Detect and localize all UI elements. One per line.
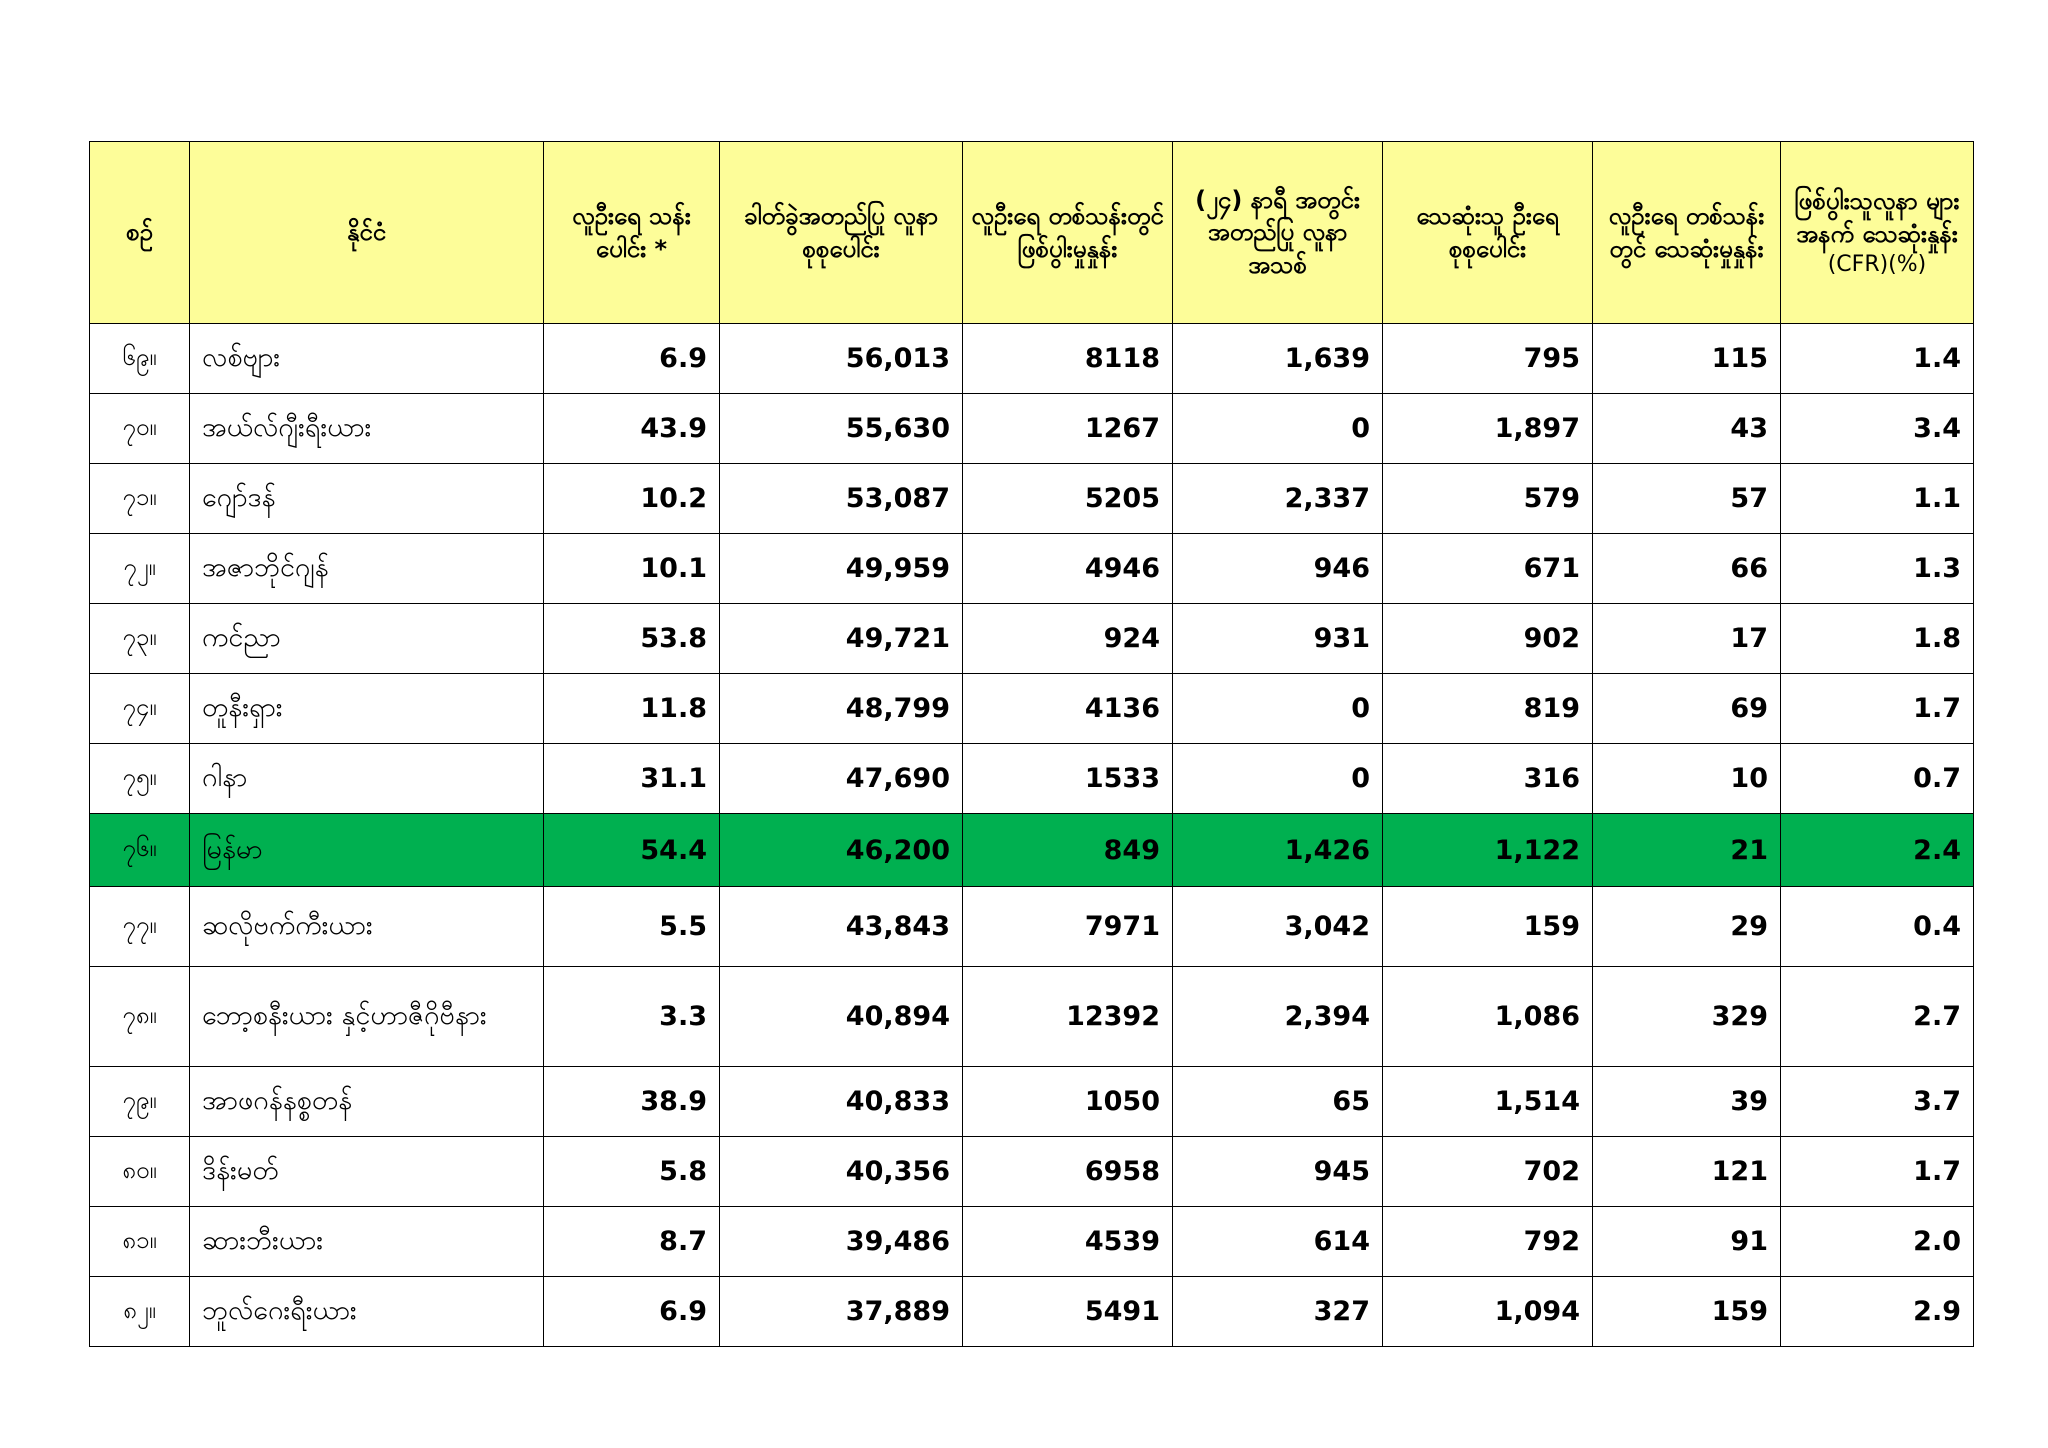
table-row: [90, 967, 1974, 1067]
row-total-deaths: 159: [1383, 887, 1593, 967]
header-case-fatality-rate: [1781, 142, 1974, 324]
row-population: 8.7: [544, 1207, 720, 1277]
row-new-cases-24h: 1,639: [1173, 324, 1383, 394]
row-total-deaths: 792: [1383, 1207, 1593, 1277]
row-deaths-per-million: 29: [1593, 887, 1781, 967]
table-row: [90, 674, 1974, 744]
row-new-cases-24h: 614: [1173, 1207, 1383, 1277]
header-cfr-sublabel: (CFR)(%): [1827, 252, 1927, 278]
row-country-name: ဆားဘီးယား: [190, 1207, 544, 1277]
row-cases-per-million: 849: [963, 814, 1173, 887]
row-population: 53.8: [544, 604, 720, 674]
row-deaths-per-million: 66: [1593, 534, 1781, 604]
row-serial-no: ၇၇။: [90, 887, 190, 967]
row-cases-per-million: 5205: [963, 464, 1173, 534]
row-population: 6.9: [544, 324, 720, 394]
row-total-cases: 47,690: [720, 744, 963, 814]
table-row: [90, 887, 1974, 967]
row-population: 3.3: [544, 967, 720, 1067]
table-row: [90, 744, 1974, 814]
row-new-cases-24h: 946: [1173, 534, 1383, 604]
row-total-cases: 40,894: [720, 967, 963, 1067]
row-serial-no: ၈၂။: [90, 1277, 190, 1347]
row-total-deaths: 1,086: [1383, 967, 1593, 1067]
table-row: [90, 604, 1974, 674]
row-total-cases: 43,843: [720, 887, 963, 967]
row-cfr: 1.8: [1781, 604, 1974, 674]
row-cfr: 1.7: [1781, 1137, 1974, 1207]
row-new-cases-24h: 0: [1173, 744, 1383, 814]
row-population: 31.1: [544, 744, 720, 814]
row-cfr: 2.9: [1781, 1277, 1974, 1347]
table-row: [90, 534, 1974, 604]
row-deaths-per-million: 159: [1593, 1277, 1781, 1347]
row-total-deaths: 819: [1383, 674, 1593, 744]
row-total-deaths: 795: [1383, 324, 1593, 394]
row-new-cases-24h: 0: [1173, 674, 1383, 744]
row-new-cases-24h: 2,394: [1173, 967, 1383, 1067]
row-total-cases: 46,200: [720, 814, 963, 887]
row-serial-no: ၈၁။: [90, 1207, 190, 1277]
row-new-cases-24h: 945: [1173, 1137, 1383, 1207]
row-serial-no: ၇၀။: [90, 394, 190, 464]
row-country-name: အာဖဂန်နစ္စတန်: [190, 1067, 544, 1137]
row-total-deaths: 1,094: [1383, 1277, 1593, 1347]
row-serial-no: ၇၁။: [90, 464, 190, 534]
row-population: 10.1: [544, 534, 720, 604]
row-population: 54.4: [544, 814, 720, 887]
row-cases-per-million: 8118: [963, 324, 1173, 394]
row-country-name: ဆလိုဗက်ကီးယား: [190, 887, 544, 967]
row-total-cases: 40,356: [720, 1137, 963, 1207]
row-serial-no: ၇၂။: [90, 534, 190, 604]
row-deaths-per-million: 91: [1593, 1207, 1781, 1277]
row-serial-no: ၇၅။: [90, 744, 190, 814]
row-cfr: 2.4: [1781, 814, 1974, 887]
row-new-cases-24h: 2,337: [1173, 464, 1383, 534]
row-cfr: 0.7: [1781, 744, 1974, 814]
row-deaths-per-million: 10: [1593, 744, 1781, 814]
row-population: 43.9: [544, 394, 720, 464]
row-serial-no: ၆၉။: [90, 324, 190, 394]
row-deaths-per-million: 115: [1593, 324, 1781, 394]
header-total-deaths: သေဆုံးသူ ဦးရေ စုစုပေါင်း: [1383, 142, 1593, 324]
row-serial-no: ၈၀။: [90, 1137, 190, 1207]
row-total-cases: 56,013: [720, 324, 963, 394]
row-total-deaths: 671: [1383, 534, 1593, 604]
row-country-name: တူနီးရှား: [190, 674, 544, 744]
row-total-cases: 48,799: [720, 674, 963, 744]
table-row: [90, 1137, 1974, 1207]
row-cfr: 1.3: [1781, 534, 1974, 604]
row-total-deaths: 1,122: [1383, 814, 1593, 887]
row-total-deaths: 316: [1383, 744, 1593, 814]
row-new-cases-24h: 1,426: [1173, 814, 1383, 887]
table-row: [90, 1067, 1974, 1137]
header-total-confirmed-cases: ခါတ်ခွဲအတည်ပြု လူနာ စုစုပေါင်း: [720, 142, 963, 324]
row-total-cases: 39,486: [720, 1207, 963, 1277]
header-country: နိုင်ငံ: [190, 142, 544, 324]
row-cfr: 1.7: [1781, 674, 1974, 744]
row-country-name: ကင်ညာ: [190, 604, 544, 674]
row-cases-per-million: 7971: [963, 887, 1173, 967]
row-serial-no: ၇၉။: [90, 1067, 190, 1137]
row-cfr: 3.7: [1781, 1067, 1974, 1137]
table-header-row: [90, 142, 1974, 324]
row-country-name: ဒိန်းမတ်: [190, 1137, 544, 1207]
header-cases-per-million: လူဦးရေ တစ်သန်းတွင် ဖြစ်ပွါးမှုနှုန်း: [963, 142, 1173, 324]
row-new-cases-24h: 3,042: [1173, 887, 1383, 967]
row-population: 5.8: [544, 1137, 720, 1207]
header-population-millions: လူဦးရေ သန်းပေါင်း *: [544, 142, 720, 324]
row-total-cases: 55,630: [720, 394, 963, 464]
row-cases-per-million: 4136: [963, 674, 1173, 744]
table-row: [90, 324, 1974, 394]
row-deaths-per-million: 329: [1593, 967, 1781, 1067]
row-deaths-per-million: 17: [1593, 604, 1781, 674]
header-new-cases-24h: (၂၄) နာရီ အတွင်း အတည်ပြု လူနာအသစ်: [1173, 142, 1383, 324]
row-cases-per-million: 1050: [963, 1067, 1173, 1137]
row-deaths-per-million: 43: [1593, 394, 1781, 464]
row-cases-per-million: 1267: [963, 394, 1173, 464]
table-row: [90, 1277, 1974, 1347]
row-cases-per-million: 1533: [963, 744, 1173, 814]
row-new-cases-24h: 65: [1173, 1067, 1383, 1137]
row-total-cases: 53,087: [720, 464, 963, 534]
row-country-name: ဂျော်ဒန်: [190, 464, 544, 534]
row-cfr: 3.4: [1781, 394, 1974, 464]
row-country-name: ဘော့စနီးယား နှင့်ဟာဇီဂိုဗီနား: [190, 967, 544, 1067]
table-row: [90, 464, 1974, 534]
row-cases-per-million: 4946: [963, 534, 1173, 604]
row-population: 10.2: [544, 464, 720, 534]
row-country-name: မြန်မာ: [190, 814, 544, 887]
row-country-name: အဇာဘိုင်ဂျန်: [190, 534, 544, 604]
row-deaths-per-million: 39: [1593, 1067, 1781, 1137]
row-cfr: 1.1: [1781, 464, 1974, 534]
header-deaths-per-million: လူဦးရေ တစ်သန်းတွင် သေဆုံးမှုနှုန်း: [1593, 142, 1781, 324]
row-country-name: ဂါနာ: [190, 744, 544, 814]
row-serial-no: ၇၆။: [90, 814, 190, 887]
row-total-cases: 40,833: [720, 1067, 963, 1137]
table-row: [90, 1207, 1974, 1277]
row-cases-per-million: 6958: [963, 1137, 1173, 1207]
row-cases-per-million: 924: [963, 604, 1173, 674]
row-total-cases: 37,889: [720, 1277, 963, 1347]
row-total-deaths: 1,514: [1383, 1067, 1593, 1137]
table-row: [90, 814, 1974, 887]
row-serial-no: ၇၄။: [90, 674, 190, 744]
row-new-cases-24h: 931: [1173, 604, 1383, 674]
row-cfr: 2.0: [1781, 1207, 1974, 1277]
row-total-cases: 49,721: [720, 604, 963, 674]
row-deaths-per-million: 69: [1593, 674, 1781, 744]
row-country-name: ဘူလ်ဂေးရီးယား: [190, 1277, 544, 1347]
row-cases-per-million: 5491: [963, 1277, 1173, 1347]
header-serial-no: စဉ်: [90, 142, 190, 324]
table-row: [90, 394, 1974, 464]
row-cfr: 1.4: [1781, 324, 1974, 394]
row-new-cases-24h: 327: [1173, 1277, 1383, 1347]
row-cfr: 2.7: [1781, 967, 1974, 1067]
row-total-deaths: 902: [1383, 604, 1593, 674]
header-cfr-label: ဖြစ်ပွါးသူလူနာ များအနက် သေဆုံးနှုန်း: [1794, 187, 1960, 248]
row-deaths-per-million: 57: [1593, 464, 1781, 534]
row-new-cases-24h: 0: [1173, 394, 1383, 464]
row-cases-per-million: 12392: [963, 967, 1173, 1067]
row-deaths-per-million: 21: [1593, 814, 1781, 887]
row-country-name: လစ်ဗျား: [190, 324, 544, 394]
row-serial-no: ၇၈။: [90, 967, 190, 1067]
covid-country-statistics-table: [89, 141, 1974, 1347]
row-total-cases: 49,959: [720, 534, 963, 604]
row-deaths-per-million: 121: [1593, 1137, 1781, 1207]
row-cfr: 0.4: [1781, 887, 1974, 967]
row-total-deaths: 579: [1383, 464, 1593, 534]
row-population: 5.5: [544, 887, 720, 967]
row-cases-per-million: 4539: [963, 1207, 1173, 1277]
row-population: 38.9: [544, 1067, 720, 1137]
row-country-name: အယ်လ်ဂျီးရီးယား: [190, 394, 544, 464]
row-total-deaths: 702: [1383, 1137, 1593, 1207]
row-serial-no: ၇၃။: [90, 604, 190, 674]
row-total-deaths: 1,897: [1383, 394, 1593, 464]
row-population: 11.8: [544, 674, 720, 744]
row-population: 6.9: [544, 1277, 720, 1347]
